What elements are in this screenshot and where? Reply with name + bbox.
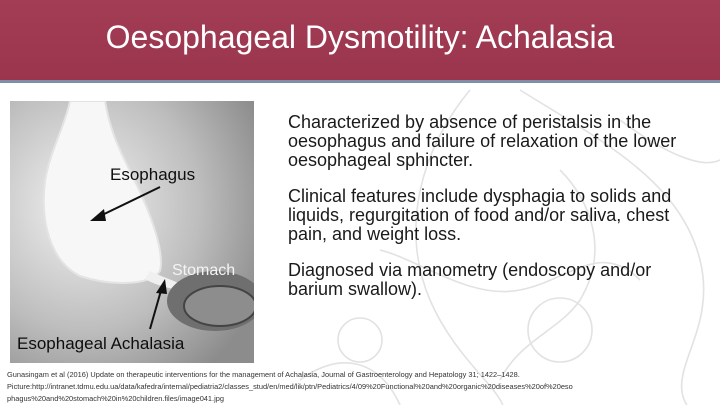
bullet-list <box>288 113 698 316</box>
bullet-item: Clinical features include dysphagia to solids and liquids, regurgitation of food and/or saliva, chest pain, and weight loss. <box>288 186 672 244</box>
xray-graphic <box>10 101 254 363</box>
picture-source-line1: Picture:http://intranet.tdmu.edu.ua/data/kafedra/internal/pediatria2/classes_stud/en/med/lik/ptn/Pediatrics/4/09%20Functional%20and%20organic%20diseases%20of%20eso <box>7 382 573 391</box>
citation-text: Gunasingam et al (2016) Update on therapeutic interventions for the management of Achalasia, Journal of Gastroenterology and Hepatology 31; 1422–1428. <box>7 370 520 379</box>
xray-image <box>10 101 254 363</box>
image-caption: Esophageal Achalasia <box>17 334 185 353</box>
picture-source-line2: phagus%20and%20stomach%20in%20children.files/image041.jpg <box>7 394 224 403</box>
bullet-item: Diagnosed via manometry (endoscopy and/or barium swallow). <box>288 260 652 299</box>
label-esophagus: Esophagus <box>110 165 196 184</box>
title-bar <box>0 0 720 83</box>
label-stomach: Stomach <box>172 262 236 279</box>
bullet-item: Characterized by absence of peristalsis in the oesophagus and failure of relaxation of the lower oesophageal sphincter. <box>288 112 677 170</box>
slide-title: Oesophageal Dysmotility: Achalasia <box>105 19 615 55</box>
references <box>7 369 717 405</box>
